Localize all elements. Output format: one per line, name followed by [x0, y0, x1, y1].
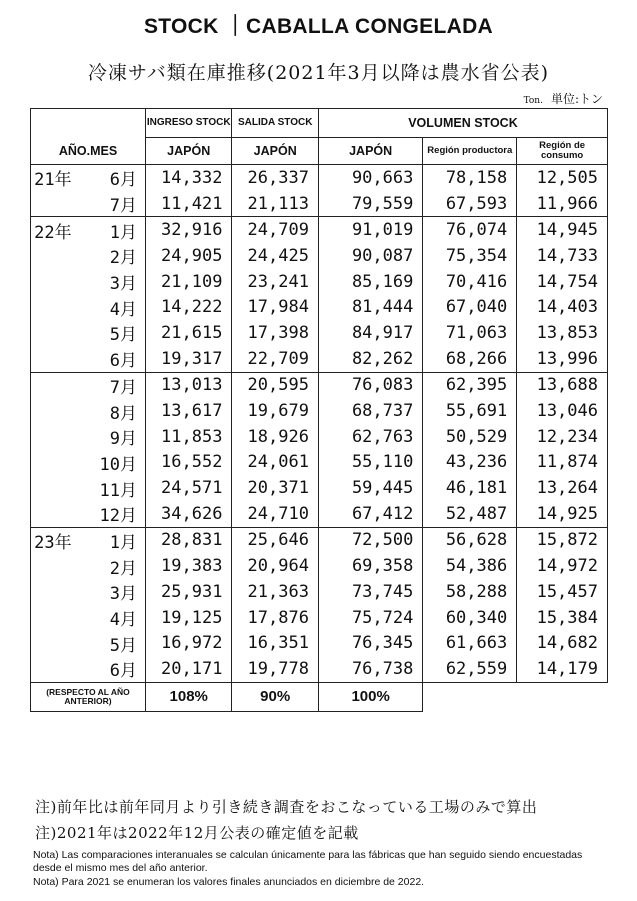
- cell-salida: 24,061: [232, 450, 318, 476]
- cell-year: [31, 605, 75, 631]
- cell-ingreso: 16,972: [145, 630, 231, 656]
- cell-consumo: 15,457: [517, 579, 608, 605]
- cell-ingreso: 25,931: [145, 579, 231, 605]
- cell-consumo: 12,505: [517, 165, 608, 191]
- cell-productora: 67,593: [423, 191, 517, 217]
- cell-productora: 46,181: [423, 475, 517, 501]
- footer-label: (RESPECTO AL AÑO ANTERIOR): [31, 682, 146, 711]
- cell-consumo: 15,872: [517, 527, 608, 553]
- cell-salida: 18,926: [232, 424, 318, 450]
- cell-salida: 19,778: [232, 656, 318, 682]
- unit-ton: Ton.: [523, 96, 543, 106]
- header-region-productora: Región productora: [423, 138, 517, 165]
- cell-year: [31, 553, 75, 579]
- cell-consumo: 13,264: [517, 475, 608, 501]
- table-row: [31, 243, 608, 269]
- cell-productora: 76,074: [423, 217, 517, 243]
- table-row: [31, 217, 608, 243]
- table-row: [31, 294, 608, 320]
- cell-year: [31, 656, 75, 682]
- cell-year: [31, 475, 75, 501]
- cell-productora: 56,628: [423, 527, 517, 553]
- stock-table: [30, 108, 608, 712]
- cell-salida: 22,709: [232, 346, 318, 372]
- table-row: [31, 656, 608, 682]
- japanese-title: 冷凍サバ類在庫推移(2021年3月以降は農水省公表): [87, 62, 550, 84]
- cell-productora: 67,040: [423, 294, 517, 320]
- cell-salida: 20,964: [232, 553, 318, 579]
- header-volumen: VOLUMEN STOCK: [318, 109, 607, 138]
- cell-vol-japon: 91,019: [318, 217, 422, 243]
- cell-salida: 24,425: [232, 243, 318, 269]
- cell-ingreso: 11,421: [145, 191, 231, 217]
- cell-consumo: 13,996: [517, 346, 608, 372]
- header-ingreso: INGRESO STOCK: [145, 109, 231, 138]
- cell-consumo: 11,874: [517, 450, 608, 476]
- header-volumen-japon: JAPÓN: [318, 138, 422, 165]
- table-row: [31, 605, 608, 631]
- cell-month: 6月: [75, 656, 146, 682]
- cell-year: [31, 372, 75, 398]
- cell-salida: 24,710: [232, 501, 318, 527]
- cell-ingreso: 11,853: [145, 424, 231, 450]
- cell-vol-japon: 84,917: [318, 320, 422, 346]
- note-es-2: Nota) Para 2021 se enumeran los valores finales anunciados en diciembre de 2022.: [33, 876, 425, 888]
- header-blank: [31, 109, 146, 138]
- unit-label: [524, 90, 603, 107]
- cell-salida: 17,876: [232, 605, 318, 631]
- cell-month: 7月: [75, 191, 146, 217]
- cell-vol-japon: 55,110: [318, 450, 422, 476]
- cell-ingreso: 28,831: [145, 527, 231, 553]
- cell-productora: 52,487: [423, 501, 517, 527]
- note-es-1: Nota) Las comparaciones interanuales se calculan únicamente para las fábricas que han seguido siendo encuestadas desde el mismo mes del año anterior.: [33, 849, 583, 874]
- cell-ingreso: 32,916: [145, 217, 231, 243]
- cell-consumo: 14,925: [517, 501, 608, 527]
- cell-productora: 60,340: [423, 605, 517, 631]
- cell-productora: 50,529: [423, 424, 517, 450]
- cell-month: 4月: [75, 294, 146, 320]
- cell-vol-japon: 90,663: [318, 165, 422, 191]
- note-jp-1: 注)前年比は前年同月より引き続き調査をおこなっている工場のみで算出: [35, 798, 538, 816]
- cell-salida: 16,351: [232, 630, 318, 656]
- note-jp-2: 注)2021年は2022年12月公表の確定値を記載: [35, 824, 359, 842]
- cell-vol-japon: 90,087: [318, 243, 422, 269]
- cell-salida: 21,363: [232, 579, 318, 605]
- cell-year: [31, 191, 75, 217]
- cell-vol-japon: 62,763: [318, 424, 422, 450]
- table-row: [31, 579, 608, 605]
- cell-consumo: 14,179: [517, 656, 608, 682]
- table-row: [31, 527, 608, 553]
- cell-productora: 70,416: [423, 269, 517, 295]
- footer-salida-pct: 90%: [232, 682, 318, 711]
- table-row: [31, 630, 608, 656]
- cell-ingreso: 13,617: [145, 398, 231, 424]
- footer-vol-pct: 100%: [318, 682, 422, 711]
- header-salida-japon: JAPÓN: [232, 138, 318, 165]
- cell-month: 12月: [75, 501, 146, 527]
- cell-year: 21年: [31, 165, 75, 191]
- cell-consumo: 14,403: [517, 294, 608, 320]
- cell-productora: 78,158: [423, 165, 517, 191]
- table-row: [31, 269, 608, 295]
- cell-year: [31, 501, 75, 527]
- cell-ingreso: 13,013: [145, 372, 231, 398]
- table-row: [31, 320, 608, 346]
- cell-month: 4月: [75, 605, 146, 631]
- cell-ingreso: 19,125: [145, 605, 231, 631]
- cell-productora: 62,559: [423, 656, 517, 682]
- cell-month: 1月: [75, 217, 146, 243]
- cell-consumo: 13,688: [517, 372, 608, 398]
- footer-ingreso-pct: 108%: [145, 682, 231, 711]
- cell-ingreso: 24,905: [145, 243, 231, 269]
- header-salida: SALIDA STOCK: [232, 109, 318, 138]
- cell-consumo: 14,682: [517, 630, 608, 656]
- cell-consumo: 11,966: [517, 191, 608, 217]
- table-row: [31, 165, 608, 191]
- cell-vol-japon: 73,745: [318, 579, 422, 605]
- header-ingreso-japon: JAPÓN: [145, 138, 231, 165]
- cell-year: [31, 450, 75, 476]
- table-row: [31, 450, 608, 476]
- cell-consumo: 14,733: [517, 243, 608, 269]
- cell-consumo: 13,046: [517, 398, 608, 424]
- cell-productora: 54,386: [423, 553, 517, 579]
- cell-year: [31, 243, 75, 269]
- table-row: [31, 424, 608, 450]
- cell-month: 1月: [75, 527, 146, 553]
- cell-month: 8月: [75, 398, 146, 424]
- cell-vol-japon: 68,737: [318, 398, 422, 424]
- cell-salida: 20,595: [232, 372, 318, 398]
- cell-consumo: 15,384: [517, 605, 608, 631]
- cell-consumo: 13,853: [517, 320, 608, 346]
- cell-month: 5月: [75, 630, 146, 656]
- cell-month: 6月: [75, 165, 146, 191]
- cell-productora: 61,663: [423, 630, 517, 656]
- cell-productora: 71,063: [423, 320, 517, 346]
- cell-salida: 23,241: [232, 269, 318, 295]
- cell-year: [31, 346, 75, 372]
- cell-salida: 17,984: [232, 294, 318, 320]
- cell-year: [31, 398, 75, 424]
- cell-productora: 43,236: [423, 450, 517, 476]
- cell-month: 9月: [75, 424, 146, 450]
- cell-vol-japon: 81,444: [318, 294, 422, 320]
- cell-year: [31, 630, 75, 656]
- unit-text: 単位:トン: [550, 92, 603, 106]
- table-row: [31, 501, 608, 527]
- cell-ingreso: 14,332: [145, 165, 231, 191]
- cell-month: 5月: [75, 320, 146, 346]
- cell-salida: 25,646: [232, 527, 318, 553]
- cell-ingreso: 14,222: [145, 294, 231, 320]
- cell-consumo: 14,972: [517, 553, 608, 579]
- cell-year: [31, 294, 75, 320]
- cell-ingreso: 16,552: [145, 450, 231, 476]
- cell-year: 22年: [31, 217, 75, 243]
- cell-vol-japon: 82,262: [318, 346, 422, 372]
- cell-month: 3月: [75, 579, 146, 605]
- table-row: [31, 191, 608, 217]
- cell-year: [31, 269, 75, 295]
- cell-vol-japon: 67,412: [318, 501, 422, 527]
- cell-ingreso: 24,571: [145, 475, 231, 501]
- table-body: [31, 165, 608, 683]
- cell-productora: 68,266: [423, 346, 517, 372]
- table-row: [31, 398, 608, 424]
- page-title: STOCK ｜CABALLA CONGELADA: [143, 15, 494, 38]
- cell-salida: 17,398: [232, 320, 318, 346]
- cell-vol-japon: 69,358: [318, 553, 422, 579]
- cell-consumo: 12,234: [517, 424, 608, 450]
- cell-month: 7月: [75, 372, 146, 398]
- cell-vol-japon: 76,345: [318, 630, 422, 656]
- footer-empty: [423, 682, 608, 711]
- table-row: [31, 475, 608, 501]
- cell-consumo: 14,754: [517, 269, 608, 295]
- cell-month: 6月: [75, 346, 146, 372]
- cell-month: 2月: [75, 553, 146, 579]
- cell-salida: 19,679: [232, 398, 318, 424]
- cell-vol-japon: 72,500: [318, 527, 422, 553]
- cell-month: 10月: [75, 450, 146, 476]
- cell-ingreso: 19,383: [145, 553, 231, 579]
- cell-vol-japon: 75,724: [318, 605, 422, 631]
- cell-salida: 21,113: [232, 191, 318, 217]
- cell-productora: 62,395: [423, 372, 517, 398]
- cell-vol-japon: 59,445: [318, 475, 422, 501]
- cell-month: 2月: [75, 243, 146, 269]
- cell-year: [31, 579, 75, 605]
- cell-salida: 24,709: [232, 217, 318, 243]
- cell-ingreso: 34,626: [145, 501, 231, 527]
- cell-month: 3月: [75, 269, 146, 295]
- cell-year: [31, 424, 75, 450]
- cell-vol-japon: 85,169: [318, 269, 422, 295]
- table-row: [31, 346, 608, 372]
- cell-ingreso: 21,615: [145, 320, 231, 346]
- header-ano-mes: AÑO.MES: [31, 138, 146, 165]
- cell-ingreso: 20,171: [145, 656, 231, 682]
- cell-year: [31, 320, 75, 346]
- cell-ingreso: 21,109: [145, 269, 231, 295]
- table-row: [31, 372, 608, 398]
- cell-vol-japon: 79,559: [318, 191, 422, 217]
- cell-productora: 75,354: [423, 243, 517, 269]
- cell-productora: 58,288: [423, 579, 517, 605]
- cell-salida: 26,337: [232, 165, 318, 191]
- cell-vol-japon: 76,738: [318, 656, 422, 682]
- cell-ingreso: 19,317: [145, 346, 231, 372]
- cell-month: 11月: [75, 475, 146, 501]
- header-region-consumo: Región de consumo: [517, 138, 608, 165]
- cell-consumo: 14,945: [517, 217, 608, 243]
- cell-salida: 20,371: [232, 475, 318, 501]
- cell-year: 23年: [31, 527, 75, 553]
- cell-vol-japon: 76,083: [318, 372, 422, 398]
- cell-productora: 55,691: [423, 398, 517, 424]
- table-row: [31, 553, 608, 579]
